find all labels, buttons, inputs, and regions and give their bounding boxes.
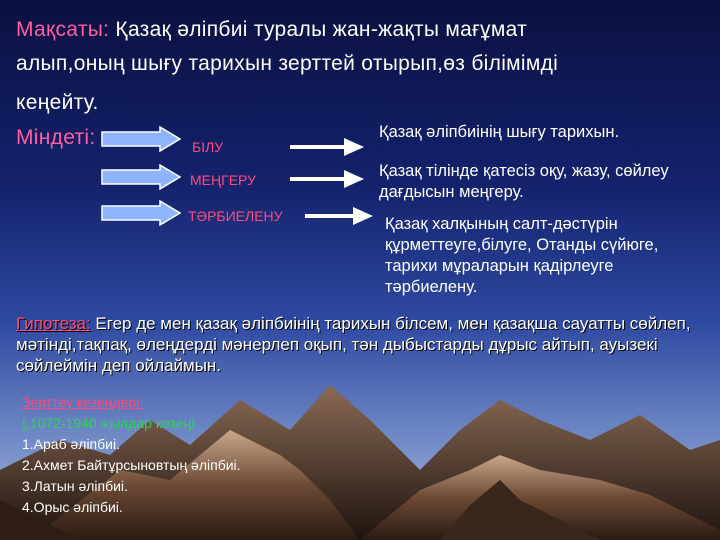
hypothesis-label: Гипотеза: [16, 314, 91, 333]
goal-line-1 [16, 18, 527, 42]
stages-period [22, 413, 241, 434]
stage-item-3: 3.Латын әліпбиі. [22, 478, 128, 494]
task-name-2: МЕҢГЕРУ [190, 172, 256, 188]
stage-item-4: 4.Орыс әліпбиі. [22, 499, 123, 515]
goal-text-line-1: Қазақ әліпбиі туралы жан-жақты мағұмат [115, 18, 528, 41]
stages-period-text: 1072-1940 жылдар кезеңі. [29, 415, 199, 431]
task-name-1: БІЛУ [192, 139, 224, 155]
arrow-right-icon-3 [305, 205, 375, 227]
arrow-icon-3 [100, 200, 182, 226]
stage-item-1: 1.Араб әліпбиі. [22, 436, 120, 452]
goal-text-line-2: алып,оның шығу тарихын зерттей отырып,өз білімімді [16, 52, 559, 75]
tasks-label: Міндеті: [16, 126, 96, 149]
arrow-icon-1 [100, 126, 182, 152]
task-name-3: ТӘРБИЕЛЕНУ [188, 208, 283, 224]
arrow-icon-2 [100, 164, 182, 190]
hypothesis-paragraph [16, 313, 696, 376]
arrow-right-icon-1 [290, 136, 366, 158]
stages-heading: Зерттеу кезеңдері: [22, 394, 144, 410]
task-description-3: Қазақ халқының салт-дәстүрін құрметтеуге,білуге, Отанды сүйюге, тарихи мұраларын қадірлеуге тәрбиелену. [385, 215, 659, 296]
stages-block [22, 392, 241, 518]
goal-text-line-3: кеңейту. [16, 91, 99, 114]
task-description-1: Қазақ әліпбиінің шығу тарихын. [379, 123, 620, 141]
hypothesis-text: Егер де мен қазақ әліпбиінің тарихын білсем, мен қазақша сауатты сөйлеп, мәтінді,тақпақ, өлеңдерді мәнерлеп оқып, тән дыбыстарды дұрыс айтып, ауызекі сөйлеймін деп ойлаймын. [16, 314, 691, 375]
stages-period-number: I. [22, 415, 30, 431]
arrow-right-icon-2 [290, 168, 366, 190]
stage-item-2: 2.Ахмет Байтұрсыновтың әліпбиі. [22, 457, 241, 473]
task-description-2: Қазақ тілінде қатесіз оқу, жазу, сөйлеу дағдысын меңгеру. [379, 162, 669, 201]
goal-label: Мақсаты: [16, 18, 110, 41]
